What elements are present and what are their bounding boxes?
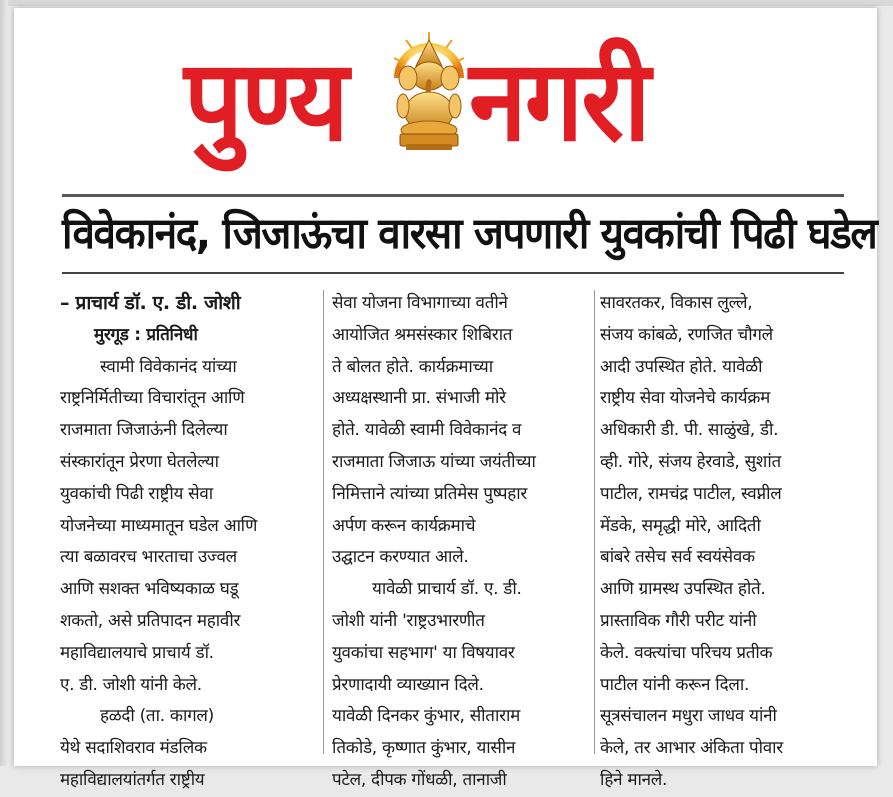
article-line: अर्पण करून कार्यक्रमाचे [332,515,476,536]
article-line: जोशी यांनी 'राष्ट्रउभारणीत [332,610,485,631]
article-line: महाविद्यालयांतर्गत राष्ट्रीय [60,769,205,790]
article-line: अधिकारी डी. पी. साळुंखे, डी. [600,420,779,441]
article-line: तिकोडे, कृष्णात कुंभार, यासीन [332,738,516,759]
article-line: यावेळी प्राचार्य डॉ. ए. डी. [372,579,522,600]
article-line: प्रास्ताविक गौरी परीट यांनी [600,610,757,631]
masthead-word-left: पुण्य [184,34,347,167]
article-line: युवकांचा सहभाग' या विषयावर [332,642,515,663]
newspaper-clipping [14,8,877,790]
article-line: आणि सशक्त भविष्यकाळ घडू [60,579,239,600]
column-divider [323,290,324,754]
article-line: राजमाता जिजाऊंनी दिलेल्या [60,420,228,441]
article-line: येथे सदाशिवराव मंडलिक [60,738,207,759]
article-column-1 [60,288,316,797]
article-line: स्वामी विवेकानंद यांच्या [100,356,237,377]
article-line: सावरतकर, विकास लुल्ले, [600,293,753,313]
article-line: आणि ग्रामस्थ उपस्थित होते. [600,579,766,600]
article-line: राष्ट्रीय सेवा योजनेचे कार्यक्रम [600,388,770,409]
article-line: राष्ट्रनिर्मितीच्या विचारांतून आणि [60,388,245,409]
article-line: अध्यक्षस्थानी प्रा. संभाजी मोरे [332,388,506,409]
article-line: पटेल, दीपक गोंधळी, तानाजी [332,769,507,790]
article-line: आदी उपस्थित होते. यावेळी [600,356,763,377]
masthead-word-right: नगरी [469,34,649,167]
article-line: बांबरे तसेच सर्व स्वयंसेवक [600,547,755,568]
article-line: मेंडके, समृद्धी मोरे, आदिती [600,515,761,536]
article-line: यावेळी दिनकर कुंभार, सीताराम [332,706,521,727]
article-line: सूत्रसंचालन मधुरा जाधव यांनी [600,706,777,727]
article-line: शकतो, असे प्रतिपादन महावीर [60,610,241,631]
article-line: केले, तर आभार अंकिता पोवार [600,738,783,759]
column-divider [594,290,595,754]
article-line: होते. यावेळी स्वामी विवेकानंद व [332,420,522,441]
article-line: योजनेच्या माध्यमातून घडेल आणि [60,515,258,536]
ganesh-idol-icon [386,26,472,154]
article-line: युवकांची पिढी राष्ट्रीय सेवा [60,483,213,504]
article-line: पाटील, रामचंद्र पाटील, स्वप्नील [600,483,782,504]
article-line: संजय कांबळे, रणजित चौगले [600,324,773,345]
article-column-2 [332,288,588,797]
headline-rule-top [62,194,844,197]
article-line: ते बोलत होते. कार्यक्रमाच्या [332,356,493,377]
article-line: संस्कारांतून प्रेरणा घेतलेल्या [60,451,219,472]
article-line: हिने मानले. [600,769,668,790]
headline: विवेकानंद, जिजाऊंचा वारसा जपणारी युवकांची पिढी घडेल [62,209,877,259]
article-line: सेवा योजना विभागाच्या वतीने [332,293,508,313]
masthead [14,8,877,188]
article-line: उद्घाटन करण्यात आले. [332,547,469,568]
article-line: हळदी (ता. कागल) [100,706,214,727]
byline: – प्राचार्य डॉ. ए. डी. जोशी [60,292,241,314]
page-edge-shadow [0,0,8,766]
article-line: पाटील यांनी करून दिला. [600,674,750,695]
article-line: आयोजित श्रमसंस्कार शिबिरात [332,324,513,345]
headline-rule-bottom [62,272,844,274]
dateline: मुरगूड : प्रतिनिधी [94,324,198,345]
article-line: प्रेरणादायी व्याख्यान दिले. [332,674,484,695]
article-line: महाविद्यालयाचे प्राचार्य डॉ. [60,642,214,663]
article-line: निमित्ताने त्यांच्या प्रतिमेस पुष्पहार [332,483,527,504]
article-line: केले. वक्त्यांचा परिचय प्रतीक [600,642,773,663]
article-line: व्ही. गोरे, संजय हेरवाडे, सुशांत [600,451,781,472]
article-column-3 [600,288,856,797]
article-line: राजमाता जिजाऊ यांच्या जयंतीच्या [332,451,536,472]
page-edge [0,0,893,6]
article-line: ए. डी. जोशी यांनी केले. [60,674,202,695]
article-line: त्या बळावरच भारताचा उज्वल [60,547,237,568]
